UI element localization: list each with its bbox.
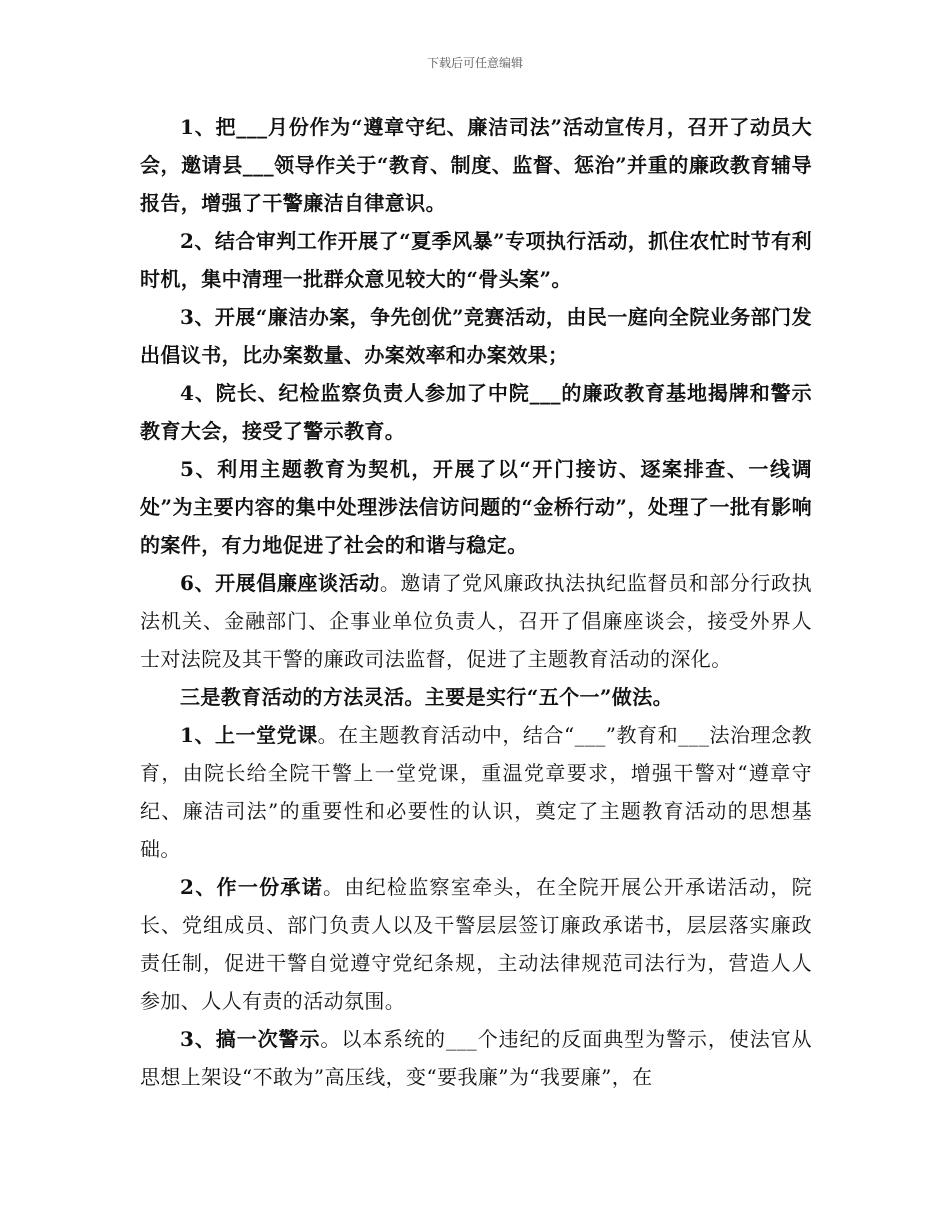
paragraph-text: 。以本系统的___个违纪的反面典型为警示，使法官从思想上架设“不敢为”高压线，变“要我廉”为“我要廉”，在 — [140, 1027, 812, 1089]
document-body — [140, 108, 812, 1096]
paragraph-text: 三是教育活动的方法灵活。主要是实行“五个一”做法。 — [180, 685, 674, 709]
paragraph-text: 5、利用主题教育为契机，开展了以“开门接访、逐案排查、一线调处”为主要内容的集中处理涉法信访问题的“金桥行动”，处理了一批有影响的案件，有力地促进了社会的和谐与稳定。 — [140, 457, 812, 557]
paragraph-text: 1、把___月份作为“遵章守纪、廉洁司法”活动宣传月，召开了动员大会，邀请县___领导作关于“教育、制度、监督、惩治”并重的廉政教育辅导报告，增强了干警廉洁自律意识。 — [140, 115, 812, 215]
paragraph-3 — [140, 298, 812, 374]
paragraph-text: 。由纪检监察室牵头，在全院开展公开承诺活动，院长、党组成员、部门负责人以及干警层层签订廉政承诺书，层层落实廉政责任制，促进干警自觉遵守党纪条规，主动法律规范司法行为，营造人人参加、人人有责的活动氛围。 — [140, 875, 812, 1013]
paragraph-9 — [140, 1020, 812, 1096]
paragraph-7 — [140, 716, 812, 868]
paragraph-text: 4、院长、纪检监察负责人参加了中院___的廉政教育基地揭牌和警示教育大会，接受了警示教育。 — [140, 381, 812, 443]
paragraph-4 — [140, 374, 812, 450]
paragraph-5 — [140, 450, 812, 564]
paragraph-text: 。邀请了党风廉政执法执纪监督员和部分行政执法机关、金融部门、企事业单位负责人，召开了倡廉座谈会，接受外界人士对法院及其干警的廉政司法监督，促进了主题教育活动的深化。 — [140, 571, 812, 671]
page-header: 下载后可任意编辑 — [426, 56, 523, 70]
paragraph-lead: 2、作一份承诺 — [180, 875, 324, 899]
paragraph-1 — [140, 108, 812, 222]
paragraph-8 — [140, 868, 812, 1020]
paragraph-6 — [140, 564, 812, 678]
paragraph-text: 3、开展“廉洁办案，争先创优”竞赛活动，由民一庭向全院业务部门发出倡议书，比办案数量、办案效率和办案效果； — [140, 305, 812, 367]
paragraph-2 — [140, 222, 812, 298]
paragraph-text: 2、结合审判工作开展了“夏季风暴”专项执行活动，抓住农忙时节有利时机，集中清理一批群众意见较大的“骨头案”。 — [140, 229, 812, 291]
paragraph-text: 。在主题教育活动中，结合“___”教育和___法治理念教育，由院长给全院干警上一堂党课，重温党章要求，增强干警对“遵章守纪、廉洁司法”的重要性和必要性的认识，奠定了主题教育活动的思想基础。 — [140, 723, 812, 861]
paragraph-lead: 6、开展倡廉座谈活动 — [180, 571, 380, 595]
section-heading — [140, 678, 812, 716]
paragraph-lead: 1、上一堂党课 — [180, 723, 318, 747]
paragraph-lead: 3、搞一次警示 — [180, 1027, 321, 1051]
